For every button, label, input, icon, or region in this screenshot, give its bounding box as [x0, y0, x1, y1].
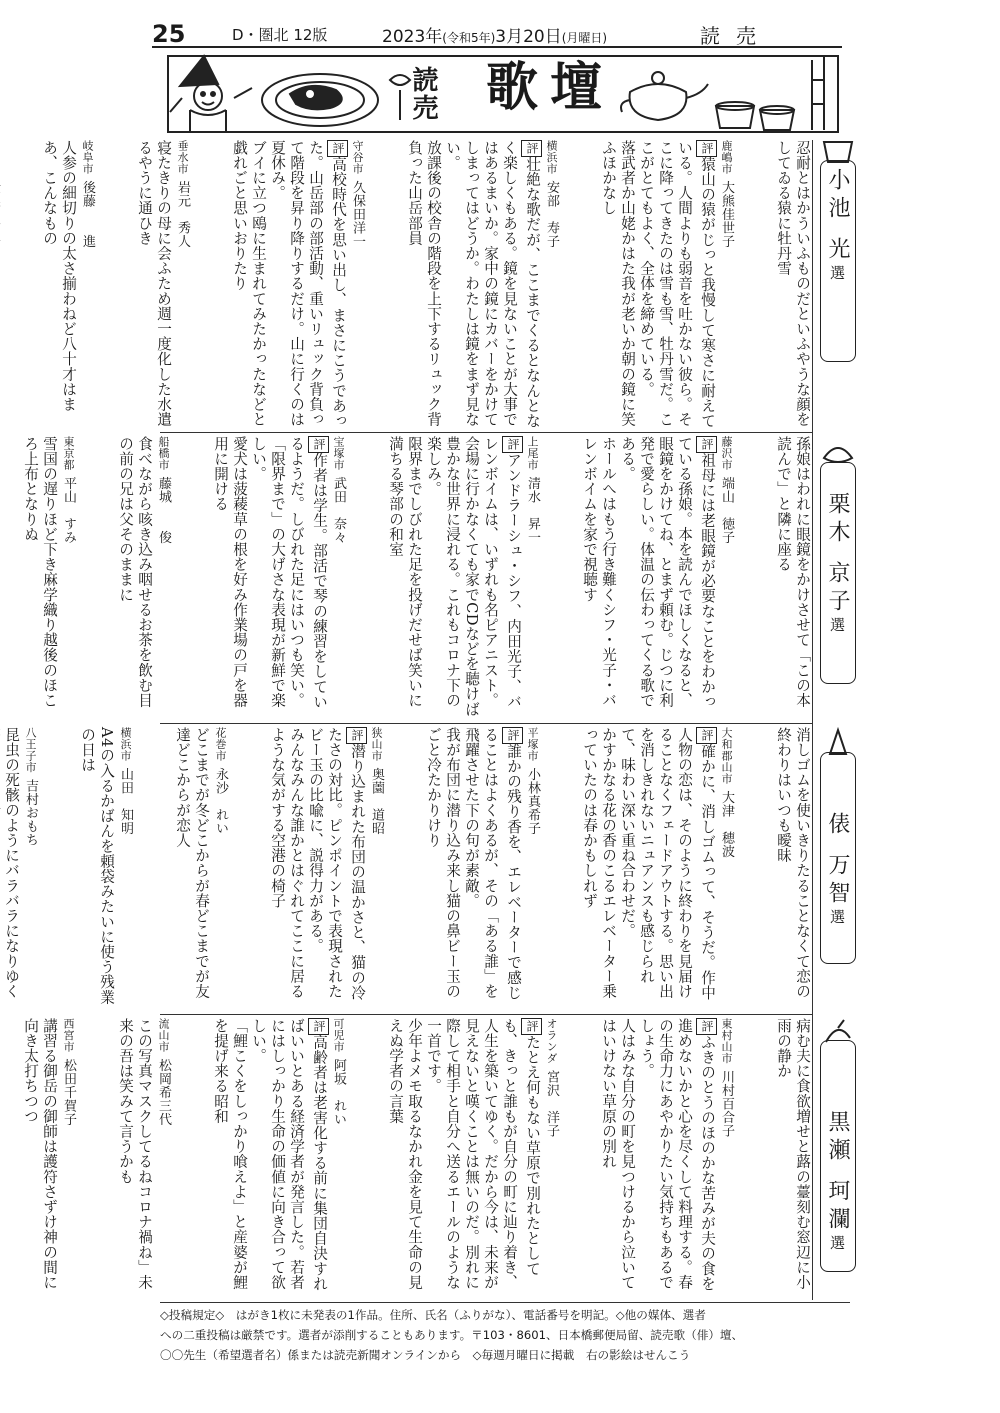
tanka-poem: A4の入るかばんを頼袋みたいに使う残業の日は — [79, 727, 115, 1005]
masthead-rule — [152, 46, 842, 48]
tanka-poem: 放課後の校舎の階段を上下するリュック背負った山岳部員 — [406, 140, 442, 427]
page-number: 25 — [152, 20, 186, 48]
tanka-entry — [211, 727, 306, 1012]
author-city: 大和郡山市 — [720, 727, 733, 785]
tanka-entry — [717, 727, 812, 1012]
selector-comment — [424, 436, 523, 721]
edition-label: D・圏北 12版 — [232, 26, 328, 44]
tanka-author — [523, 436, 580, 721]
author-name: 後藤 進 — [80, 180, 95, 248]
comment-label: 評 — [346, 727, 367, 744]
author-city: 流山市 — [157, 1018, 170, 1053]
tanka-poem: 昆虫の死骸のようにバラバラになりゆく — [3, 727, 20, 999]
author-city: 岐阜市 — [81, 140, 94, 175]
selector-sen: 選 — [828, 617, 846, 638]
author-city: 宝塚市 — [332, 436, 345, 471]
tanka-author — [21, 727, 78, 1012]
author-name: 川村百合子 — [719, 1070, 734, 1138]
tanka-entry — [0, 727, 21, 1012]
selector-name: 俵 万智 — [825, 812, 850, 909]
author-name: 吉村おもち — [23, 779, 38, 847]
author-city: 藤沢市 — [720, 436, 733, 471]
comment-label: 評 — [696, 436, 717, 453]
tanka-entry — [116, 727, 211, 1012]
newspaper-name: 読売 — [700, 24, 772, 48]
selector-comment — [249, 436, 329, 721]
section-koike — [41, 140, 812, 430]
author-name: 岩元 秀人 — [175, 180, 190, 248]
tanka-poem: この写真マスクしてるねコロナ禍ね」未来の吾は笑みて言うかも — [117, 1018, 153, 1290]
tanka-entry — [329, 1018, 424, 1298]
selector-tawara — [826, 812, 848, 930]
tanka-entry — [329, 436, 424, 721]
comment-label: 評 — [696, 727, 717, 744]
tanka-poem: ホールへはもう行き難くシフ・光子・バレンボイムを家で視聴す — [581, 436, 617, 708]
tanka-poem: 少年よメモ取るなかれ金を見て生命の見えぬ学者の言葉 — [387, 1018, 423, 1290]
tanka-author — [173, 140, 230, 430]
tanka-entry — [21, 727, 116, 1012]
tanka-author — [542, 1018, 599, 1298]
selector-comment — [462, 727, 523, 1012]
comment-label: 評 — [696, 140, 717, 157]
tanka-poem: 忍耐とはかういふものだといふやうな顔をしてゐる猿に牡丹雪 — [775, 140, 811, 427]
submission-rules — [160, 1302, 850, 1365]
tanka-entry — [717, 1018, 812, 1298]
tanka-poem: 雪国の遅りほど下き麻学織り越後のほころ上布となりぬ — [22, 436, 58, 708]
tanka-entry — [0, 1018, 59, 1298]
tanka-poem: 愛犬は菠薐草の根を好み作業場の戸を器用に開ける — [212, 436, 248, 708]
date-year: 2023年 — [382, 27, 443, 47]
tanka-author — [717, 727, 774, 1012]
tanka-entry — [59, 436, 154, 721]
tanka-author — [59, 1018, 116, 1298]
comment-text: 確かに、消しゴムって、そうだ。作中人物の恋は、そのように終わりを見届けることなくフェードアウトする。思い出を消しきれないニュアンスも感じられて、味わい深い重ね合わせだ。 — [619, 727, 716, 1001]
author-name: 端山 徳子 — [719, 476, 734, 544]
selector-sen: 選 — [828, 265, 846, 286]
author-name: 安部 寿子 — [544, 180, 559, 248]
author-city: 上尾市 — [526, 436, 539, 471]
tanka-entry — [367, 727, 462, 1012]
tanka-author — [154, 436, 211, 721]
decoration-icon — [390, 75, 410, 120]
comment-text: アンドラーシュ・シフ、内田光子、バレンボイムは、いずれも名ピアニスト。会場に行かなくても家でCDなどを聴けば豊かな世界に浸れる。これもコロナ下の楽しみ。 — [425, 436, 522, 717]
author-city: 横浜市 — [545, 140, 558, 175]
selector-comment — [618, 727, 717, 1012]
selector-kurose — [826, 1110, 848, 1256]
tanka-poem: 我が布団に潜り込み来し猫の鼻ビー玉のごと冷たかりけり — [425, 727, 461, 999]
comment-label: 評 — [521, 1018, 542, 1035]
tanka-entry — [173, 140, 268, 430]
author-name: 久保田洋一 — [350, 180, 365, 248]
date-month-day: 3月20日 — [495, 27, 562, 47]
rules-line: への二重投稿は厳禁です。選者が添削することもあります。〒103・8601、日本橋郵便局留、読売歌（俳）壇、 — [160, 1328, 744, 1342]
author-city: 東村山市 — [720, 1018, 733, 1064]
author-city: 花巻市 — [214, 727, 227, 762]
tanka-poem: 落武者か山姥かはた我が老いか朝の鏡に笑ふほかなし — [600, 140, 636, 427]
author-name: 藤城 俊 — [156, 476, 171, 544]
comment-text: 作者は学生。部活で琴の練習をしているようだ。しびれた足にはいつも笑い。「限界まで」の大げさな表現が新鮮で楽しい。 — [250, 436, 328, 710]
banner-title-small: 読売 — [408, 66, 438, 122]
selector-comment — [268, 140, 348, 430]
tanka-entry — [523, 436, 618, 721]
comment-label: 評 — [696, 1018, 717, 1035]
author-name: 阿坂 れい — [331, 1058, 346, 1126]
tanka-entry — [542, 1018, 637, 1298]
comment-text: 高校時代を思い出し、まさにこうであった。山岳部の部活動、重いリュック背負って階段を昇り降りするだけ。山に行くのは夏休み。 — [269, 140, 347, 429]
comment-text: 壮絶な歌だが、ここまでくるとなんとなく楽しくもある。鏡を見ないことが大事ではあるまいか。家中の鏡にカバーをかけてしまってはどうか。わたしは鏡をまず見ない。 — [444, 140, 541, 429]
comment-text: 祖母には老眼鏡が必要なことをわかっている孫娘。本を読んでほしくなると、眼鏡をかけてね、とまず頼む。じつに利発で愛らしい。体温の伝わってくる歌である。 — [619, 436, 716, 710]
tanka-entry — [717, 140, 812, 430]
tanka-entry — [523, 727, 618, 1012]
row-divider — [160, 432, 812, 433]
tanka-poem: 食べながら咳き込み咽せるお茶を飲む目の前の兄は父そのままに — [117, 436, 153, 708]
banner-title: 歌壇 — [486, 57, 615, 118]
section-kuriki — [22, 436, 812, 721]
author-city: 八王子市 — [24, 727, 37, 773]
comment-label: 評 — [327, 140, 348, 157]
tanka-author — [542, 140, 599, 430]
tanka-entry — [542, 140, 637, 430]
selector-sen: 選 — [828, 909, 846, 930]
section-banner — [160, 50, 850, 136]
selector-kuriki — [826, 492, 848, 638]
tanka-entry — [0, 140, 78, 430]
tanka-entry — [59, 1018, 154, 1298]
tanka-author — [329, 1018, 386, 1298]
teapot-icon — [621, 72, 708, 120]
selector-comment — [618, 436, 717, 721]
selector-comment — [306, 727, 367, 1012]
row-divider — [160, 723, 812, 724]
tanka-entry — [0, 436, 59, 721]
tanka-author — [211, 727, 268, 1012]
tanka-entry — [78, 140, 173, 430]
selector-koike — [826, 168, 848, 286]
author-city: 東京都 — [62, 436, 75, 471]
comment-text: 誰かの残り香を、エレベーターで感じることはよくあるが、その「ある誰」を飛躍させた下の句が素敵。 — [463, 727, 522, 1001]
tanka-author — [348, 140, 405, 430]
comment-text: 猿山の猿がじっと我慢して寒さに耐えている。人間よりも弱音を吐かない彼ら。そこに降ってきたのは雪も雪、牡丹雪だ。ここがとてもよく、全体を締めている。 — [638, 140, 716, 429]
tanka-poem: 「鯉こくをしっかり喰えよ」と産婆が鯉を提げ来る昭和 — [212, 1018, 248, 1290]
issue-date — [382, 22, 607, 47]
tanka-poem: かすかなる花の香のこるエレベーター乗っていたのは春かもしれず — [581, 727, 617, 999]
author-city: 可児市 — [332, 1018, 345, 1053]
author-name: 小林真希子 — [525, 767, 540, 835]
bamboo-icon — [812, 56, 824, 130]
selector-sen: 選 — [828, 1235, 846, 1256]
author-name: 武田 奈々 — [331, 476, 346, 544]
author-city: 船橋市 — [157, 436, 170, 471]
tanka-poem: 孫娘はわれに眼鏡をかけさせて「この本読んで」と隣に座る — [775, 436, 811, 708]
author-city: オランダ — [545, 1018, 558, 1064]
tanka-author — [523, 727, 580, 1012]
tanka-poem: 人参の細切りの太さ揃わねど八十才はまあ、こんなもの — [41, 140, 77, 412]
author-name: 平山 すみ — [61, 476, 76, 544]
author-city: 守谷市 — [351, 140, 364, 175]
rules-line: ◇投稿規定◇ はがき1枚に未発表の1作品。住所、氏名（ふりがな）、電話番号を明記。◇他の媒体、選者 — [160, 1308, 706, 1322]
masthead — [0, 0, 1000, 50]
tanka-entry — [154, 436, 249, 721]
date-era: (令和5年) — [442, 31, 496, 45]
tanka-entry — [348, 140, 443, 430]
tanka-author — [154, 1018, 211, 1298]
author-name: 永沙 れい — [213, 767, 228, 835]
tanka-author — [0, 436, 21, 721]
tanka-author — [717, 436, 774, 721]
tanka-entry — [154, 1018, 249, 1298]
author-name: 松田千賀子 — [61, 1058, 76, 1126]
author-name: 松岡希三代 — [156, 1058, 171, 1126]
tanka-poem: 消しゴムを使いきりたることなくて恋の終わりはいつも曖昧 — [775, 727, 811, 999]
tanka-poem: みんなみんな誰かとはぐれてここに居るような気がする空港の椅子 — [269, 727, 305, 999]
selector-name: 小池 光 — [825, 168, 850, 265]
selector-name: 黒瀬 珂瀾 — [825, 1110, 850, 1235]
cup-illustration-icon — [818, 138, 858, 166]
author-name: 宮沢 洋子 — [544, 1070, 559, 1138]
tanka-author — [59, 436, 116, 721]
rules-line: 〇〇先生（希望選者名）係または読売新聞オンラインから ◇毎週月曜日に掲載 右の影絵はせんこう — [160, 1348, 691, 1362]
witch-figure-icon — [170, 56, 252, 132]
tanka-author — [78, 140, 135, 430]
author-city: 西宮市 — [62, 1018, 75, 1053]
tanka-poem: どこまでが冬どこからが春どこまでが友達どこからが恋人 — [174, 727, 210, 999]
tanka-entry — [717, 436, 812, 721]
comment-label: 評 — [502, 436, 523, 453]
comment-label: 評 — [521, 140, 542, 157]
author-name: 大津 穂波 — [719, 790, 734, 858]
comment-text: 潜り込まれた布団の温かさと、猫の冷たさの対比。ピンポイントで表現されたビー玉の比喩に、説得力がある。 — [307, 727, 366, 1001]
tanka-author — [0, 1018, 21, 1298]
comment-text: たとえ何もない草原で別れたとしても、きっと誰もが自分の町に辿り着き、人生を築いてゆく。だから今は、未来が見えないと嘆くことは無いのだ。別れに際して相手と自分へ送るエールのような一首です。 — [425, 1018, 541, 1290]
author-name: 山田 知明 — [118, 767, 133, 835]
author-city: 狭山市 — [370, 727, 383, 762]
selector-comment — [637, 1018, 717, 1298]
tanka-author — [0, 140, 40, 430]
selector-comment — [443, 140, 542, 430]
comment-text: ふきのとうのほのかな苦みが夫の食を進めないかと心を尽くして料理する。春の生命力にあやかりたい気持ちもあるでしょう。 — [638, 1018, 716, 1292]
selector-name: 栗木 京子 — [825, 492, 850, 617]
selector-comment — [249, 1018, 329, 1298]
author-city: 垂水市 — [176, 140, 189, 175]
author-name: 清水 昇一 — [525, 476, 540, 544]
tanka-author — [116, 727, 173, 1012]
selector-comment — [637, 140, 717, 430]
section-kurose — [22, 1018, 812, 1298]
comment-text: 高齢者は老害化する前に集団自決すればいいとある経済学者が発言した。若者にはしっかり生命の価値に向き合って欲しい。 — [250, 1018, 328, 1292]
author-name: 奥薗 道昭 — [369, 767, 384, 835]
bamboo-shoot-illustration-icon — [818, 728, 858, 756]
author-city: 鹿嶋市 — [720, 140, 733, 175]
chestnut-illustration-icon — [818, 438, 858, 466]
section-tawara — [3, 727, 812, 1012]
tanka-poem: 限界までしびれた足を投げだせば笑いに満ちる琴部の和室 — [387, 436, 423, 708]
tanka-poem: 病む夫に食欲増せと蕗の薹刻む窓辺に小雨の静か — [775, 1018, 811, 1290]
comment-label: 評 — [502, 727, 523, 744]
tanka-poem: 人はみな自分の町を見つけるから泣いてはいけない草原の別れ — [600, 1018, 636, 1290]
plate-icon — [262, 74, 378, 126]
tanka-author — [367, 727, 424, 1012]
column-divider — [812, 140, 813, 1300]
comment-label: 評 — [308, 436, 329, 453]
tanka-author — [329, 436, 386, 721]
selector-comment — [424, 1018, 542, 1298]
tanka-poem: ブイに立つ鴎に生まれてみたかったなどと戯れごと思いおりたり — [231, 140, 267, 427]
author-city: 平塚市 — [526, 727, 539, 762]
row-divider — [160, 1014, 812, 1015]
date-weekday: (月曜日) — [561, 31, 608, 45]
author-name: 大熊佳世子 — [719, 180, 734, 248]
tanka-author — [717, 1018, 774, 1298]
tanka-poem: 寝たきりの母に会ふため週一度化した水遣るやうに通ひき — [136, 140, 172, 427]
cups-icon — [716, 102, 794, 130]
crane-illustration-icon — [818, 1018, 858, 1046]
tanka-author — [717, 140, 774, 430]
tanka-poem: 講習る御岳の御師は護符さずけ神の間に向き太打ちつつ — [22, 1018, 58, 1290]
author-city: 横浜市 — [119, 727, 132, 762]
comment-label: 評 — [308, 1018, 329, 1035]
